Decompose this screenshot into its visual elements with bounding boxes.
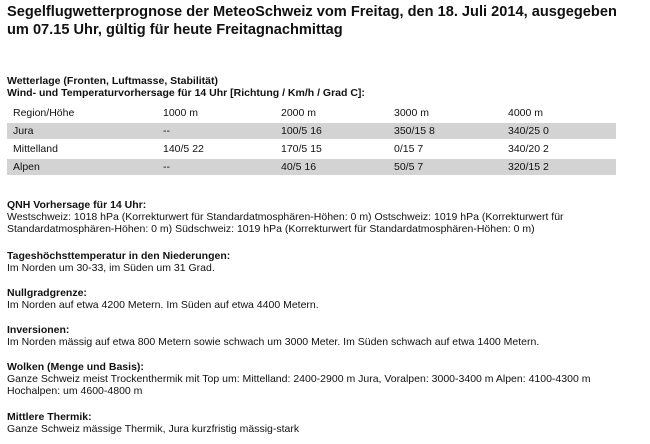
table-cell: 320/15 2 bbox=[502, 159, 616, 175]
table-header-cell: 3000 m bbox=[394, 107, 430, 119]
table-row bbox=[7, 123, 616, 139]
table-cell: 50/5 7 bbox=[388, 159, 502, 175]
wetterlage-heading: Wetterlage (Fronten, Luftmasse, Stabilität) bbox=[7, 75, 218, 87]
nullgrad-heading: Nullgradgrenze: bbox=[7, 287, 87, 299]
inversionen-text: Im Norden mässig auf etwa 800 Metern sowie schwach um 3000 Meter. Im Süden schwach auf etwa 1400 Metern. bbox=[7, 336, 540, 348]
table-cell: 140/5 22 bbox=[163, 143, 204, 155]
qnh-heading: QNH Vorhersage für 14 Uhr: bbox=[7, 199, 147, 211]
table-header-cell: Region/Höhe bbox=[13, 107, 75, 119]
thermik-text: Ganze Schweiz mässige Thermik, Jura kurzfristig mässig-stark bbox=[7, 423, 300, 435]
tageshoechst-text: Im Norden um 30-33, im Süden um 31 Grad. bbox=[7, 262, 215, 274]
table-cell: 100/5 16 bbox=[275, 123, 388, 139]
page-title: Segelflugwetterprognose der MeteoSchweiz vom Freitag, den 18. Juli 2014, ausgegeben um 07.15 Uhr, gültig für heute Freitagnachmittag bbox=[7, 4, 617, 38]
table-row bbox=[7, 159, 616, 175]
table-header-cell: 4000 m bbox=[508, 107, 544, 119]
wolken-heading: Wolken (Menge und Basis): bbox=[7, 361, 144, 373]
tageshoechst-heading: Tageshöchsttemperatur in den Niederungen: bbox=[7, 250, 231, 262]
table-header-row bbox=[7, 105, 616, 121]
table-cell: Jura bbox=[7, 123, 157, 139]
table-header-cell: 2000 m bbox=[281, 107, 317, 119]
qnh-text: Westschweiz: 1018 hPa (Korrekturwert für Standardatmosphären-Höhen: 0 m) Ostschweiz: 1019 hPa (Korrekturwert für Standardatmosphären-Höhen: 0 m) Südschweiz: 1019 hPa (Korrekturwert für Standardatmosphären-Höhen: 0 m) bbox=[7, 211, 564, 235]
table-cell: 350/15 8 bbox=[388, 123, 502, 139]
table-cell: 340/20 2 bbox=[508, 143, 549, 155]
wind-heading: Wind- und Temperaturvorhersage für 14 Uhr [Richtung / Km/h / Grad C]: bbox=[7, 87, 365, 99]
table-header-cell: 1000 m bbox=[163, 107, 199, 119]
wind-temperature-table bbox=[7, 103, 616, 177]
table-cell: -- bbox=[157, 159, 275, 175]
nullgrad-text: Im Norden auf etwa 4200 Metern. Im Süden auf etwa 4400 Metern. bbox=[7, 299, 319, 311]
table-row bbox=[7, 141, 616, 157]
wolken-text: Ganze Schweiz meist Trockenthermik mit Top um: Mittelland: 2400-2900 m Jura, Voralpen: 3000-3400 m Alpen: 4100-4300 m Hochalpen: um 4600-4800 m bbox=[7, 373, 591, 397]
table-cell: 0/15 7 bbox=[394, 143, 424, 155]
thermik-heading: Mittlere Thermik: bbox=[7, 411, 92, 423]
table-cell: -- bbox=[157, 123, 275, 139]
table-cell: 40/5 16 bbox=[275, 159, 388, 175]
table-cell: 170/5 15 bbox=[281, 143, 322, 155]
inversionen-heading: Inversionen: bbox=[7, 324, 70, 336]
table-cell: 340/25 0 bbox=[502, 123, 616, 139]
table-cell: Alpen bbox=[7, 159, 157, 175]
table-cell: Mittelland bbox=[13, 143, 58, 155]
